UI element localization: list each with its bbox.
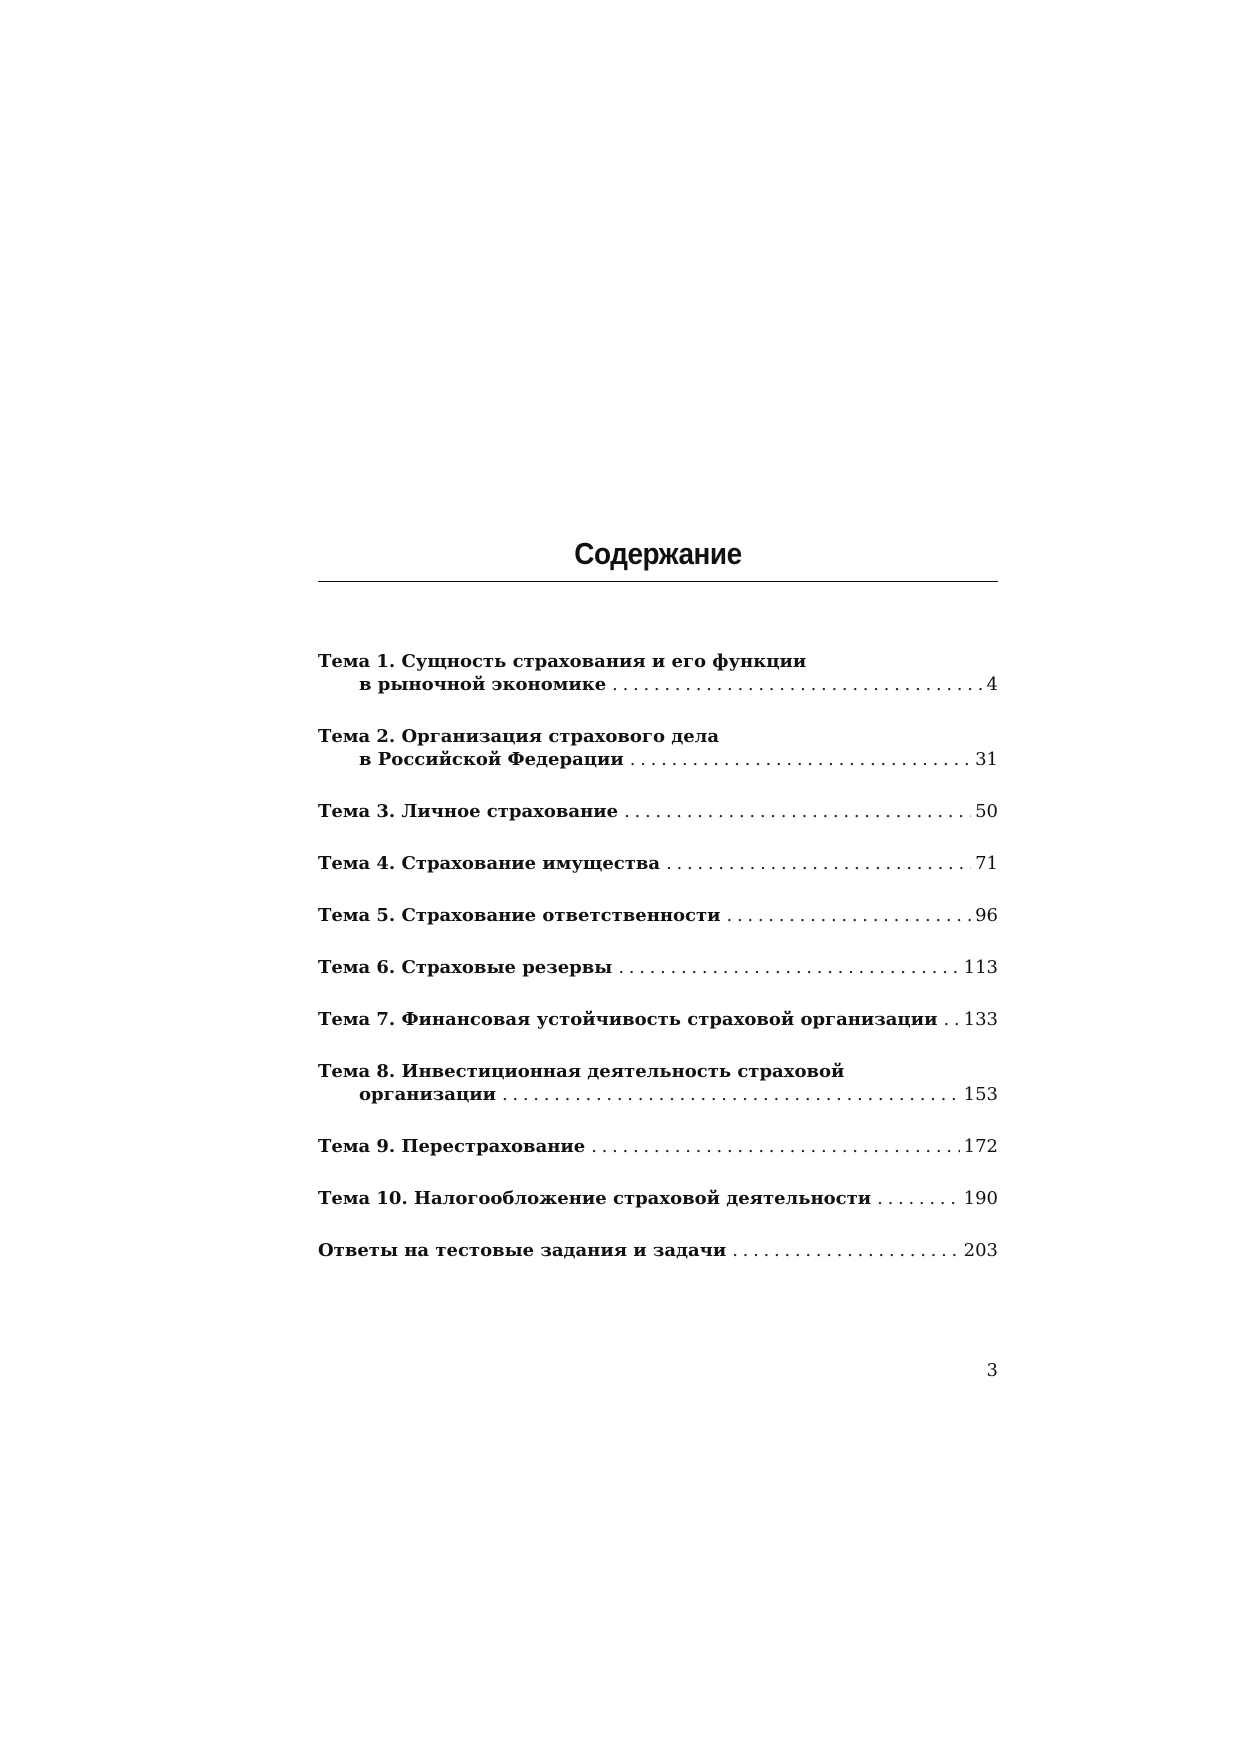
page-number: 3	[986, 1360, 998, 1381]
toc-page-number: 31	[975, 749, 998, 770]
dot-leader	[630, 748, 971, 772]
toc-entry-title: Ответы на тестовые задания и задачи	[318, 1240, 727, 1261]
toc-entry-title: Тема 6. Страховые резервы	[318, 957, 613, 978]
toc-page-number: 133	[963, 1009, 998, 1030]
toc-page-number: 203	[963, 1240, 998, 1261]
toc-entry-title: Тема 3. Личное страхование	[318, 801, 619, 822]
page-title: Содержание	[574, 536, 742, 571]
toc-entry-title: Тема 10. Налогообложение страховой деятельности	[318, 1188, 872, 1209]
dot-leader	[666, 852, 971, 876]
dot-leader	[943, 1008, 959, 1032]
dot-leader	[877, 1187, 960, 1211]
toc-page-number: 71	[975, 853, 998, 874]
toc-entry-title-cont: в Российской Федерации	[359, 749, 624, 770]
dot-leader	[624, 800, 971, 824]
dot-leader	[618, 956, 959, 980]
toc-page-number: 153	[963, 1084, 998, 1105]
toc-page-number: 113	[963, 957, 998, 978]
dot-leader	[727, 904, 972, 928]
toc-entry-title: Тема 9. Перестрахование	[318, 1136, 586, 1157]
title-rule	[318, 581, 998, 582]
dot-leader	[732, 1239, 959, 1263]
toc-entry-title: Тема 2. Организация страхового дела	[318, 726, 720, 747]
toc-entry-title: Тема 4. Страхование имущества	[318, 853, 661, 874]
toc-entry-title-cont: организации	[359, 1084, 496, 1105]
toc-entry-title: Тема 5. Страхование ответственности	[318, 905, 721, 926]
toc-entry-title: Тема 1. Сущность страхования и его функции	[318, 651, 807, 672]
toc-page-number: 190	[963, 1188, 998, 1209]
toc-entry-title-cont: в рыночной экономике	[359, 674, 607, 695]
toc-page-number: 172	[963, 1136, 998, 1157]
toc-entry-title: Тема 8. Инвестиционная деятельность страховой	[318, 1061, 845, 1082]
toc-page-number: 4	[986, 674, 998, 695]
toc-page-number: 50	[975, 801, 998, 822]
dot-leader	[612, 673, 982, 697]
toc-entry-title: Тема 7. Финансовая устойчивость страховой организации	[318, 1009, 938, 1030]
dot-leader	[591, 1135, 959, 1159]
toc-page-number: 96	[975, 905, 998, 926]
dot-leader	[502, 1083, 960, 1107]
